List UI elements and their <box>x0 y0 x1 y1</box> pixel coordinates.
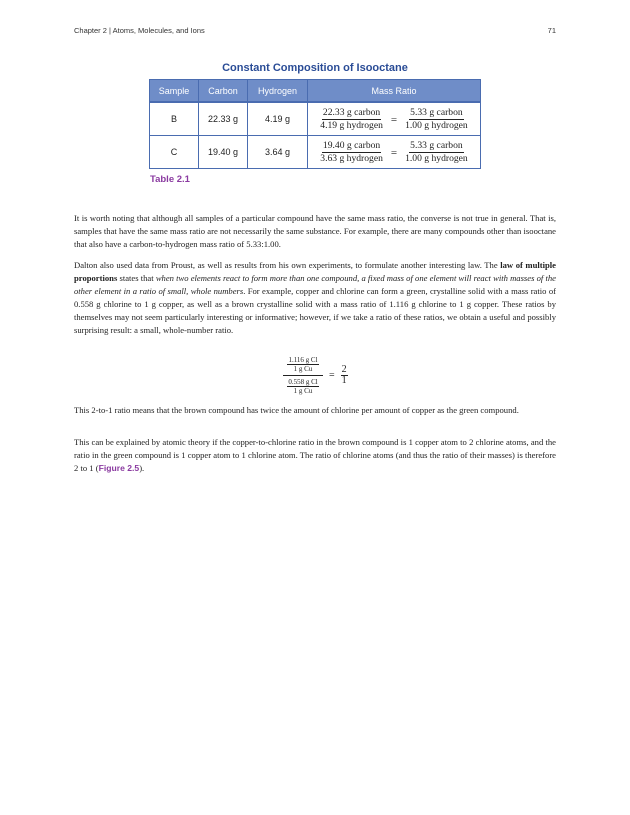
paragraph-text: Dalton also used data from Proust, as well as results from his own experiments, to formulate another interesting law. The <box>74 260 501 270</box>
lower-fraction <box>287 378 318 395</box>
fraction-denominator: 4.19 g hydrogen <box>320 120 383 131</box>
table-row <box>150 136 481 169</box>
key-term: law of multiple proportions <box>74 260 556 284</box>
equals-sign: = <box>329 370 335 381</box>
column-header-hydrogen: Hydrogen <box>248 80 308 103</box>
mass-ratio-equation <box>319 141 468 164</box>
cell-hydrogen: 4.19 g <box>248 102 308 136</box>
cell-hydrogen: 3.64 g <box>248 136 308 169</box>
fraction-numerator: 2 <box>341 364 347 375</box>
chapter-title: Chapter 2 | Atoms, Molecules, and Ions <box>74 26 205 35</box>
paragraph-atomic-theory <box>74 436 556 475</box>
figure-link[interactable]: Figure 2.5 <box>98 463 140 474</box>
fraction-numerator: 5.33 g carbon <box>410 140 463 151</box>
fraction-numerator: 0.558 g Cl <box>288 378 318 386</box>
fraction-denominator: 3.63 g hydrogen <box>320 153 383 164</box>
cell-sample: B <box>150 102 199 136</box>
cell-mass-ratio <box>308 102 481 136</box>
cell-sample: C <box>150 136 199 169</box>
composition-table <box>149 79 481 169</box>
fraction-denominator: 1.00 g hydrogen <box>405 120 468 131</box>
cell-mass-ratio <box>308 136 481 169</box>
page-number: 71 <box>547 26 556 35</box>
equals-sign: = <box>390 146 398 159</box>
fraction-numerator: 5.33 g carbon <box>410 107 463 118</box>
column-header-mass-ratio: Mass Ratio <box>308 80 481 103</box>
fraction-denominator: 1 <box>341 375 347 386</box>
ratio-fraction-left <box>319 108 384 131</box>
paragraph-text: . For example, copper and chlorine can form a green, crystalline solid with a mass ratio of 0.558 g chlorine to 1 g copper, as well as a brown crystalline solid with a mass ratio of 1.116 g chlorine to 1 g copper. These ratios by themselves may not seem particularly interesting or informative; however, if we take a ratio of these ratios, we obtain a useful and possibly surprising result: a small, whole-number ratio. <box>74 286 556 336</box>
fraction-denominator: 1 g Cu <box>293 365 313 373</box>
fraction-denominator: 1.00 g hydrogen <box>405 153 468 164</box>
fraction-denominator: 1 g Cu <box>293 387 313 395</box>
column-header-sample: Sample <box>150 80 199 103</box>
table-title: Constant Composition of Isooctane <box>222 62 408 74</box>
equals-sign: = <box>390 113 398 126</box>
table-header-row <box>150 80 481 103</box>
ratio-fraction-right <box>404 141 469 164</box>
paragraph-converse: It is worth noting that although all samples of a particular compound have the same mass ratio, the converse is not true in general. That is, samples that have the same mass ratio are not necessarily the same substance. For example, there are many compounds other than isooctane that also have a carbon-to-hydrogen mass ratio of 5.33:1.00. <box>74 213 556 250</box>
paragraph-text: This can be explained by atomic theory if the copper-to-chlorine ratio in the brown compound is 1 copper atom to 2 chlorine atoms, and the ratio in the green compound is 1 copper atom to 1 chlorine atom. The ratio of chlorine atoms (and thus the ratio of their masses) is therefore 2 to 1 ( <box>74 437 556 474</box>
table-caption: Table 2.1 <box>150 174 190 185</box>
law-statement: when two elements react to form more than one compound, a fixed mass of one element will react with masses of the other element in a ratio of small, whole numbers <box>74 273 556 297</box>
result-fraction <box>341 365 348 386</box>
upper-fraction <box>287 356 318 373</box>
table-row <box>150 102 481 136</box>
fraction-bar <box>283 375 323 376</box>
paragraph-text: ). <box>139 463 145 474</box>
paragraph-multiple-proportions <box>74 259 556 338</box>
cell-carbon: 22.33 g <box>199 102 248 136</box>
column-header-carbon: Carbon <box>199 80 248 103</box>
fraction-numerator: 22.33 g carbon <box>322 107 381 118</box>
mass-ratio-equation <box>319 108 468 131</box>
paragraph-two-to-one: This 2-to-1 ratio means that the brown compound has twice the amount of chlorine per amount of copper as the green compound. <box>74 405 519 415</box>
paragraph-text: states that <box>117 273 156 284</box>
cell-carbon: 19.40 g <box>199 136 248 169</box>
ratio-fraction-right <box>404 108 469 131</box>
ratio-of-ratios-equation <box>283 356 348 395</box>
ratio-fraction-left <box>319 141 384 164</box>
page-header <box>74 26 556 38</box>
fraction-numerator: 19.40 g carbon <box>322 140 381 151</box>
compound-fraction <box>283 356 323 395</box>
fraction-numerator: 1.116 g Cl <box>288 356 318 364</box>
